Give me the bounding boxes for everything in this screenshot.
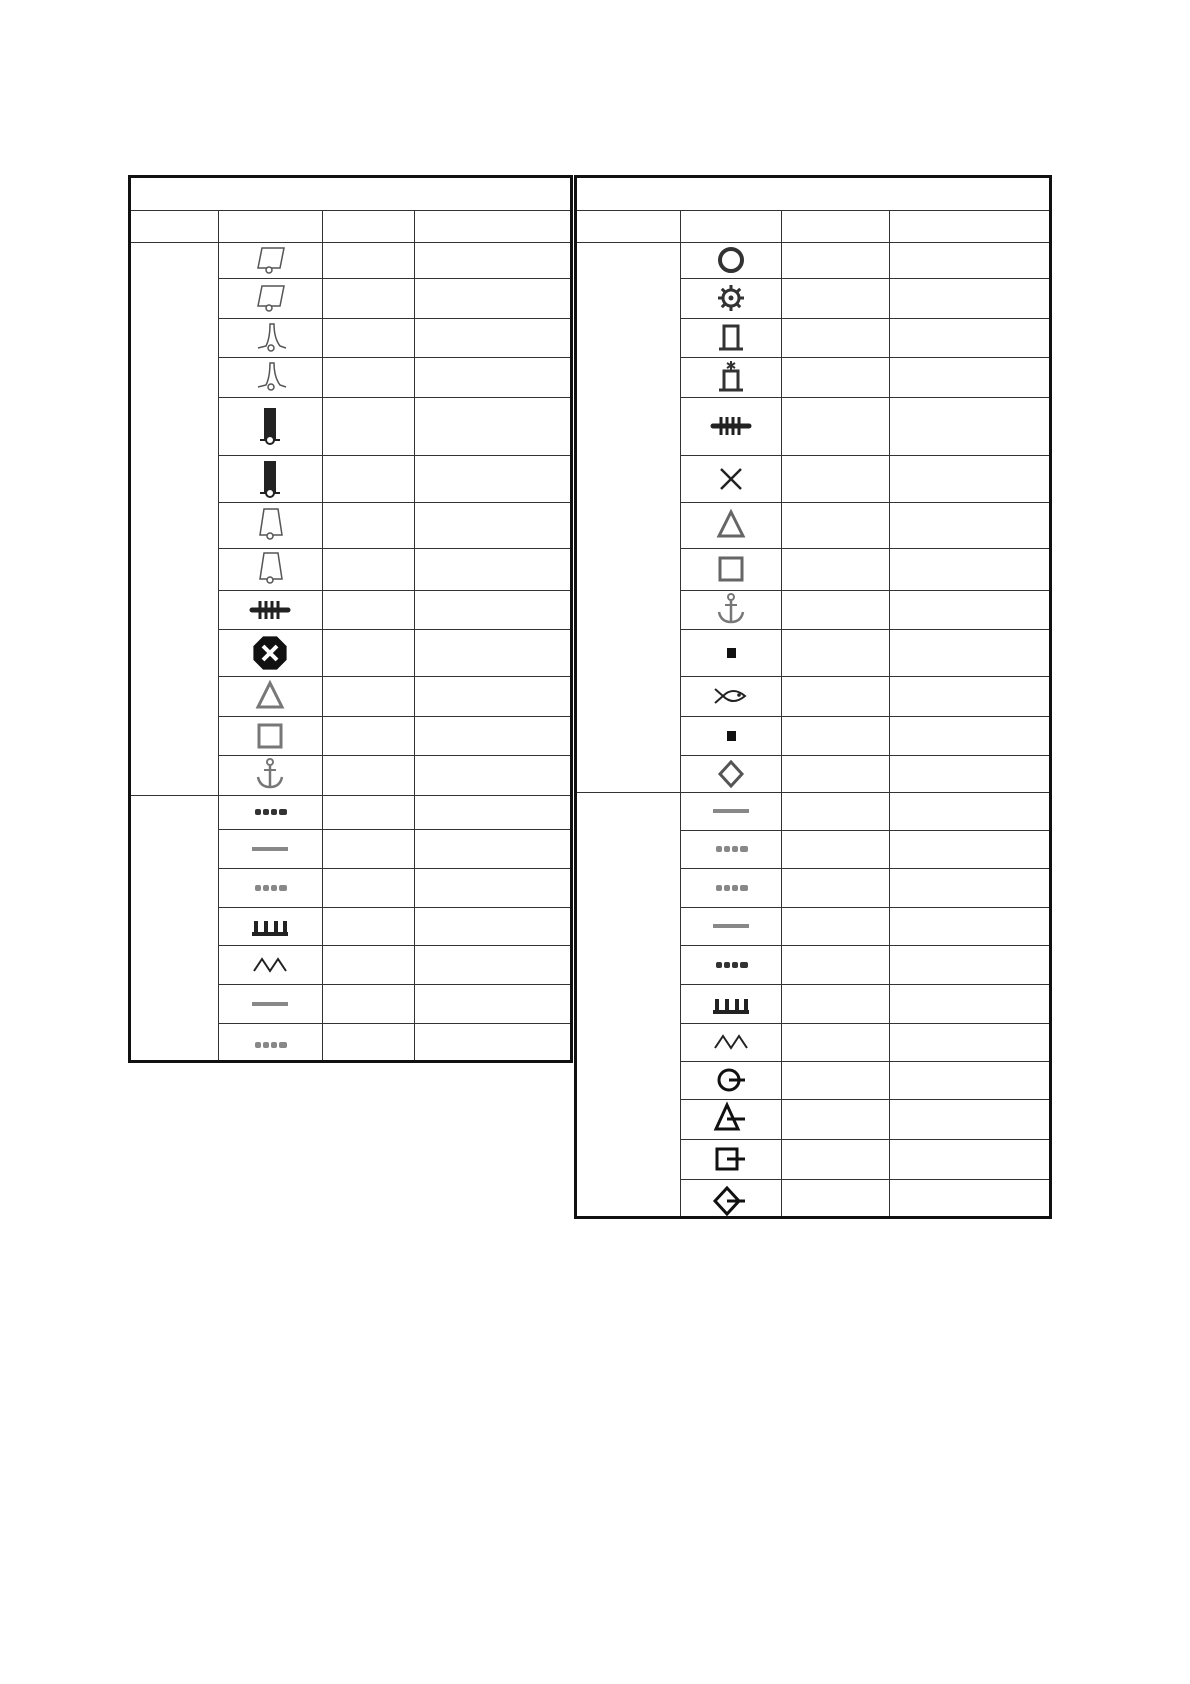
table-row — [680, 1099, 782, 1139]
table-row — [680, 1023, 782, 1061]
square-with-line-icon — [707, 1137, 755, 1181]
table-row — [680, 548, 782, 590]
table-row — [680, 590, 782, 629]
table-row — [680, 676, 782, 716]
header-divider — [131, 210, 570, 211]
table-row — [680, 357, 782, 397]
dotted-line-icon — [707, 827, 755, 871]
fish-bone-icon — [246, 588, 294, 632]
table-row — [218, 1023, 323, 1066]
trapezoid-buoy-icon — [246, 547, 294, 591]
dotted-line-icon — [246, 866, 294, 910]
table-row — [680, 318, 782, 357]
circle-with-line-icon — [707, 1058, 755, 1102]
fish-icon — [707, 674, 755, 718]
x-octagon-icon — [246, 631, 294, 675]
table-row — [218, 716, 323, 755]
column-divider — [781, 210, 782, 1216]
table-row — [680, 1061, 782, 1099]
table-row — [680, 984, 782, 1023]
anchor-icon — [707, 588, 755, 632]
dotted-line-icon — [707, 943, 755, 987]
table-row — [218, 242, 323, 278]
table-row — [218, 397, 323, 455]
triangle-icon — [246, 674, 294, 718]
row-divider — [577, 792, 1049, 793]
parallelogram-buoy-icon — [246, 276, 294, 320]
table-row — [680, 792, 782, 830]
table-row — [680, 629, 782, 676]
black-pillar-buoy-icon — [246, 457, 294, 501]
table-row — [680, 868, 782, 907]
right-symbol-table — [574, 175, 1052, 1219]
table-row — [218, 795, 323, 829]
table-row — [218, 548, 323, 590]
diamond-with-line-icon — [707, 1179, 755, 1223]
table-row — [218, 590, 323, 629]
left-symbol-table — [128, 175, 573, 1063]
square-icon — [707, 547, 755, 591]
table-row — [680, 455, 782, 502]
table-row — [218, 868, 323, 907]
fish-bone-icon — [707, 404, 755, 448]
table-row — [218, 278, 323, 318]
spar-buoy-icon — [246, 316, 294, 360]
solid-line-icon — [246, 982, 294, 1026]
table-row — [218, 907, 323, 945]
row-divider — [131, 795, 570, 796]
solid-line-icon — [246, 827, 294, 871]
table-row — [218, 318, 323, 357]
table-row — [218, 984, 323, 1023]
small-square-icon — [707, 631, 755, 675]
table-row — [680, 1179, 782, 1222]
solid-line-icon — [707, 904, 755, 948]
dotted-line-icon — [246, 1023, 294, 1067]
x-cross-icon — [707, 457, 755, 501]
dotted-line-icon — [707, 866, 755, 910]
column-divider — [414, 210, 415, 1060]
table-row — [218, 502, 323, 548]
table-row — [680, 242, 782, 278]
gear-circle-icon — [707, 276, 755, 320]
table-row — [680, 1139, 782, 1179]
table-row — [680, 945, 782, 984]
table-row — [218, 629, 323, 676]
column-divider — [889, 210, 890, 1216]
trapezoid-buoy-icon — [246, 503, 294, 547]
column-divider — [322, 210, 323, 1060]
spar-buoy-icon — [246, 355, 294, 399]
header-divider — [577, 210, 1049, 211]
row-divider — [131, 242, 570, 243]
triangle-with-line-icon — [707, 1097, 755, 1141]
table-row — [680, 755, 782, 792]
table-row — [680, 830, 782, 868]
table-row — [218, 829, 323, 868]
table-row — [218, 755, 323, 795]
table-row — [680, 716, 782, 755]
table-row — [680, 907, 782, 945]
table-row — [680, 502, 782, 548]
comb-icon — [246, 904, 294, 948]
triangle-icon — [707, 503, 755, 547]
row-divider — [577, 242, 1049, 243]
table-row — [680, 397, 782, 455]
gate-with-star-icon — [707, 355, 755, 399]
table-row — [218, 676, 323, 716]
zigzag-icon — [246, 943, 294, 987]
table-row — [218, 945, 323, 984]
black-pillar-buoy-icon — [246, 404, 294, 448]
table-row — [218, 357, 323, 397]
comb-icon — [707, 982, 755, 1026]
table-row — [218, 455, 323, 502]
table-row — [680, 278, 782, 318]
square-icon — [246, 714, 294, 758]
gate-icon — [707, 316, 755, 360]
